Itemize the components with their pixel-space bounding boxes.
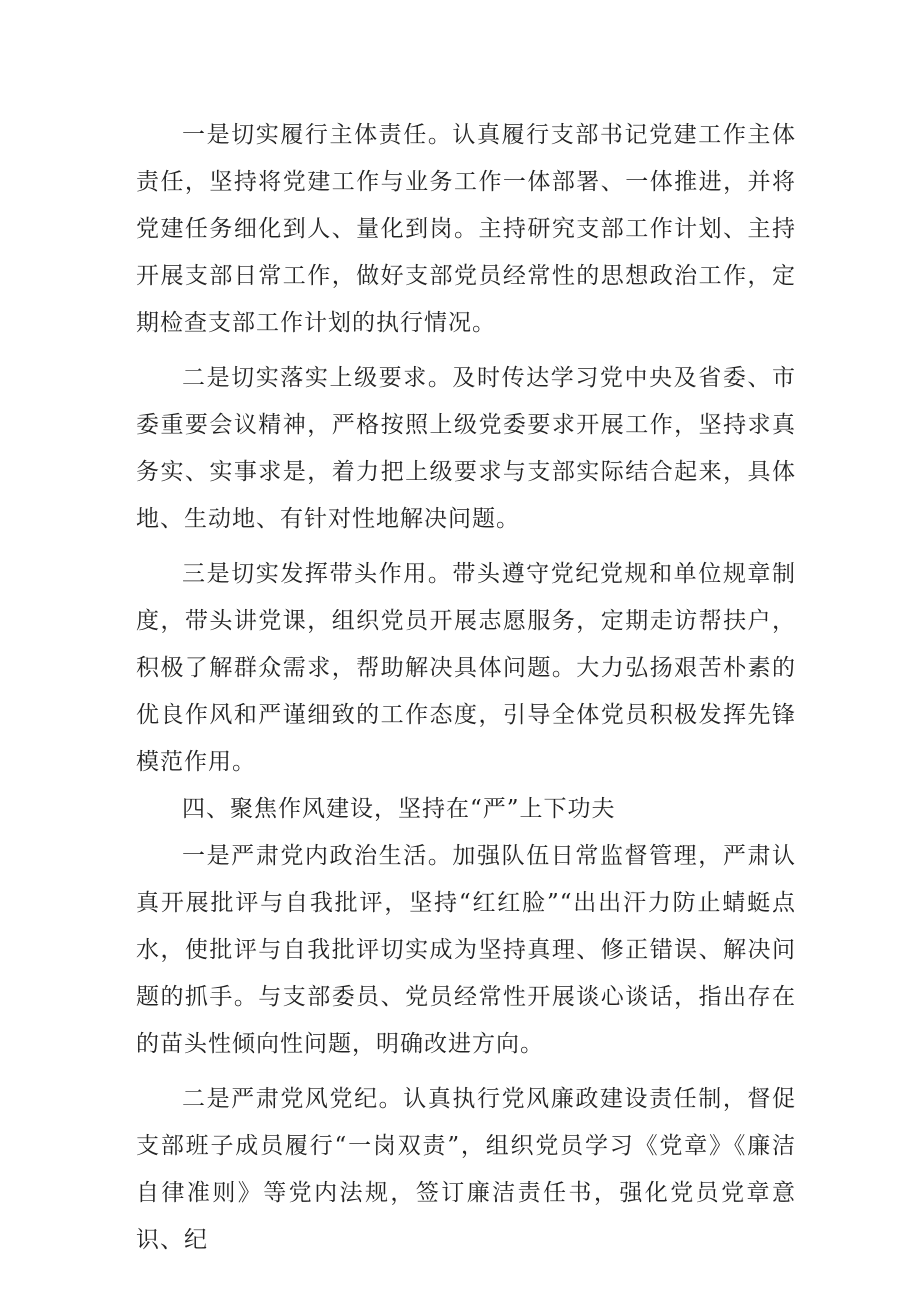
paragraph-implement-requirements: 二是切实落实上级要求。及时传达学习党中央及省委、市委重要会议精神，严格按照上级党委要求开展工作，坚持求真务实、实事求是，着力把上级要求与支部实际结合起来，具体地、生动地、有针对性地解决问题。 — [136, 365, 796, 532]
paragraph-fulfill-responsibility: 一是切实履行主体责任。认真履行支部书记党建工作主体责任，坚持将党建工作与业务工作一体部署、一体推进，并将党建任务细化到人、量化到岗。主持研究支部工作计划、主持开展支部日常工作，做好支部党员经常性的思想政治工作，定期检查支部工作计划的执行情况。 — [136, 122, 796, 336]
section-heading-style-building: 四、聚焦作风建设，坚持在“严”上下功夫 — [182, 796, 616, 822]
paragraph-party-discipline: 二是严肃党风党纪。认真执行党风廉政建设责任制，督促支部班子成员履行“一岗双责”，组织党员学习《党章》《廉洁自律准则》等党内法规，签订廉洁责任书，强化党员党章意识、纪 — [136, 1086, 796, 1253]
document-body — [136, 112, 796, 1264]
paragraph-leading-role: 三是切实发挥带头作用。带头遵守党纪党规和单位规章制度，带头讲党课，组织党员开展志愿服务，定期走访帮扶户，积极了解群众需求，帮助解决具体问题。大力弘扬艰苦朴素的优良作风和严谨细致的工作态度，引导全体党员积极发挥先锋模范作用。 — [136, 561, 796, 775]
paragraph-political-life: 一是严肃党内政治生活。加强队伍日常监督管理，严肃认真开展批评与自我批评，坚持“红红脸”“出出汗力防止蜻蜓点水，使批评与自我批评切实成为坚持真理、修正错误、解决问题的抓手。与支部委员、党员经常性开展谈心谈话，指出存在的苗头性倾向性问题，明确改进方向。 — [136, 843, 796, 1057]
